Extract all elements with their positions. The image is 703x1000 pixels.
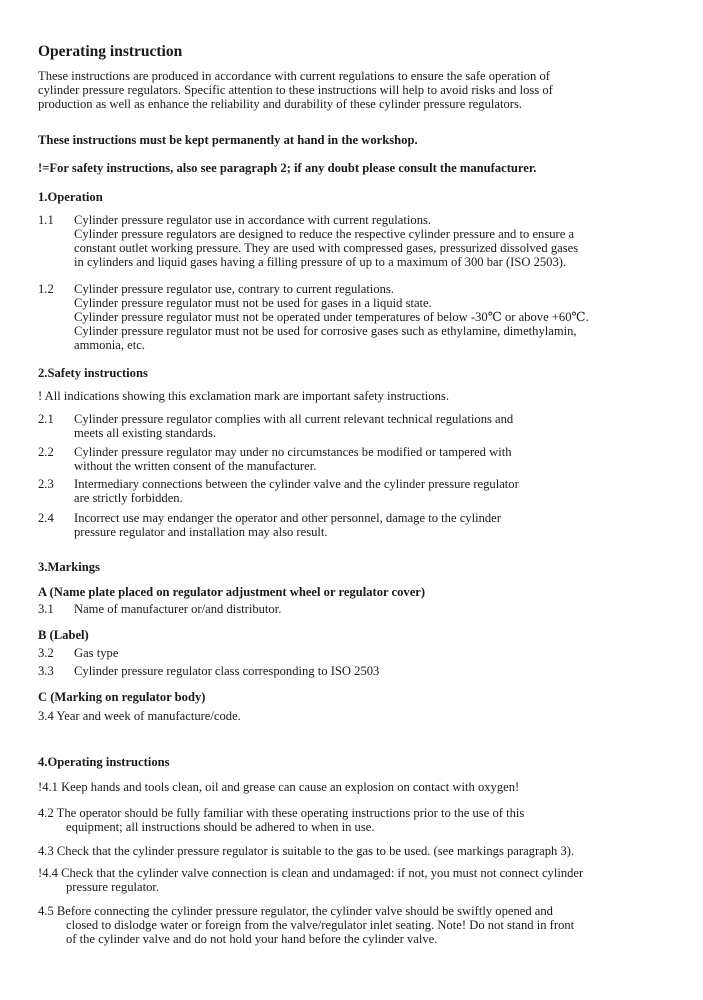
item-1-1-line-3: constant outlet working pressure. They are used with compressed gases, pressurized dissolved gases: [74, 241, 579, 255]
item-2-2-line-2: without the written consent of the manufacturer.: [74, 459, 317, 473]
item-number: 2.2: [38, 445, 54, 459]
item-2-1-line-1: Cylinder pressure regulator complies with all current relevant technical regulations and: [74, 412, 514, 426]
section-4-heading: 4.Operating instructions: [38, 755, 170, 769]
marking-c-label: C (Marking on regulator body): [38, 690, 206, 704]
item-4-3: 4.3 Check that the cylinder pressure regulator is suitable to the gas to be used. (see markings paragraph 3).: [38, 844, 575, 858]
item-4-5-line-2: closed to dislodge water or foreign from the valve/regulator inlet seating. Note! Do not stand in front: [66, 918, 575, 932]
item-number: 2.4: [38, 511, 54, 525]
item-4-4-line-2: pressure regulator.: [66, 880, 160, 894]
item-2-3-line-1: Intermediary connections between the cylinder valve and the cylinder pressure regulator: [74, 477, 519, 491]
item-4-5-line-1: 4.5 Before connecting the cylinder pressure regulator, the cylinder valve should be swiftly opened and: [38, 904, 553, 918]
item-3-2: Gas type: [74, 646, 119, 660]
item-number: 3.1: [38, 602, 54, 616]
item-number: 1.2: [38, 282, 54, 296]
intro-line-2: cylinder pressure regulators. Specific attention to these instructions will help to avoid risks and loss of: [38, 83, 553, 97]
item-4-5-line-3: of the cylinder valve and do not hold your hand before the cylinder valve.: [66, 932, 438, 946]
item-4-2-line-2: equipment; all instructions should be adhered to when in use.: [66, 820, 375, 834]
section-2-heading: 2.Safety instructions: [38, 366, 148, 380]
item-number: 2.1: [38, 412, 54, 426]
item-number: 3.2: [38, 646, 54, 660]
item-1-2-line-3: Cylinder pressure regulator must not be operated under temperatures of below -30℃ or above +60℃.: [74, 310, 589, 324]
item-1-2-line-5: ammonia, etc.: [74, 338, 145, 352]
item-2-3-line-2: are strictly forbidden.: [74, 491, 183, 505]
section-3-heading: 3.Markings: [38, 560, 100, 574]
item-1-2-line-1: Cylinder pressure regulator use, contrary to current regulations.: [74, 282, 394, 296]
item-1-2-line-2: Cylinder pressure regulator must not be used for gases in a liquid state.: [74, 296, 432, 310]
item-1-1-line-4: in cylinders and liquid gases having a filling pressure of up to a maximum of 300 bar (ISO 2503).: [74, 255, 567, 269]
item-3-4: 3.4 Year and week of manufacture/code.: [38, 709, 241, 723]
notice-safety-reference: !=For safety instructions, also see paragraph 2; if any doubt please consult the manufacturer.: [38, 161, 537, 175]
item-1-2-line-4: Cylinder pressure regulator must not be used for corrosive gases such as ethylamine, dimethylamin,: [74, 324, 577, 338]
item-2-1-line-2: meets all existing standards.: [74, 426, 216, 440]
intro-line-3: production as well as enhance the reliability and durability of these cylinder pressure regulators.: [38, 97, 522, 111]
item-3-1: Name of manufacturer or/and distributor.: [74, 602, 282, 616]
item-4-1: !4.1 Keep hands and tools clean, oil and grease can cause an explosion on contact with oxygen!: [38, 780, 520, 794]
intro-line-1: These instructions are produced in accordance with current regulations to ensure the safe operation of: [38, 69, 550, 83]
item-3-3: Cylinder pressure regulator class corresponding to ISO 2503: [74, 664, 380, 678]
page-title: Operating instruction: [38, 43, 183, 60]
safety-note: ! All indications showing this exclamation mark are important safety instructions.: [38, 389, 449, 403]
item-4-2-line-1: 4.2 The operator should be fully familiar with these operating instructions prior to the use of this: [38, 806, 525, 820]
marking-b-label: B (Label): [38, 628, 89, 642]
item-number: 2.3: [38, 477, 54, 491]
item-2-2-line-1: Cylinder pressure regulator may under no circumstances be modified or tampered with: [74, 445, 512, 459]
item-1-1-line-1: Cylinder pressure regulator use in accordance with current regulations.: [74, 213, 432, 227]
notice-keep-at-hand: These instructions must be kept permanently at hand in the workshop.: [38, 133, 418, 147]
item-number: 1.1: [38, 213, 54, 227]
section-1-heading: 1.Operation: [38, 190, 103, 204]
item-4-4-line-1: !4.4 Check that the cylinder valve connection is clean and undamaged: if not, you must not connect cylinder: [38, 866, 584, 880]
marking-a-label: A (Name plate placed on regulator adjustment wheel or regulator cover): [38, 585, 426, 599]
item-1-1-line-2: Cylinder pressure regulators are designed to reduce the respective cylinder pressure and to ensure a: [74, 227, 575, 241]
item-2-4-line-2: pressure regulator and installation may also result.: [74, 525, 328, 539]
item-2-4-line-1: Incorrect use may endanger the operator and other personnel, damage to the cylinder: [74, 511, 501, 525]
item-number: 3.3: [38, 664, 54, 678]
